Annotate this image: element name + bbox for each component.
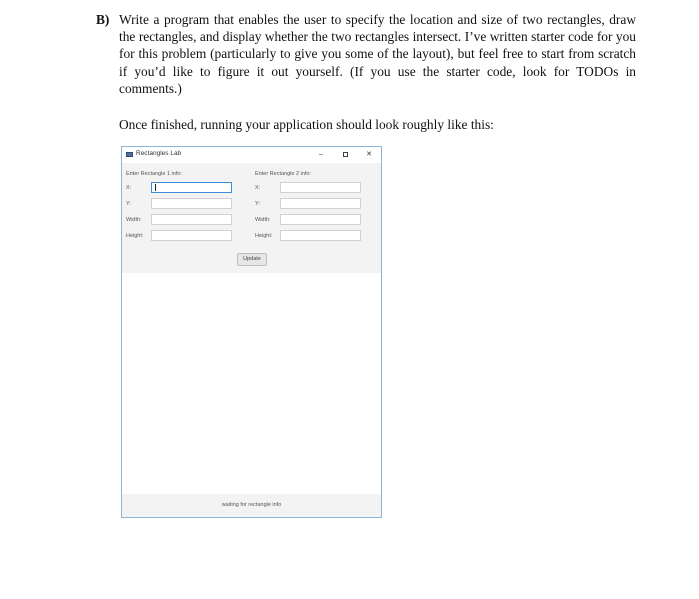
maximize-icon[interactable] — [338, 149, 352, 160]
drawing-canvas — [122, 273, 381, 494]
rect1-x-label: X: — [126, 185, 132, 191]
rect2-height-input[interactable] — [280, 230, 361, 241]
rect1-height-input[interactable] — [151, 230, 232, 241]
minimize-icon[interactable]: – — [319, 151, 323, 158]
rect2-y-label: Y: — [255, 201, 260, 207]
rect1-x-input[interactable] — [151, 182, 232, 193]
rect1-y-input[interactable] — [151, 198, 232, 209]
rect2-x-label: X: — [255, 185, 261, 191]
rect1-title: Enter Rectangle 1 info: — [126, 171, 182, 177]
rect2-x-input[interactable] — [280, 182, 361, 193]
rect2-height-label: Height: — [255, 233, 273, 239]
rect1-height-label: Height: — [126, 233, 144, 239]
once-finished-text: Once finished, running your application should look roughly like this: — [119, 117, 494, 132]
problem-label: B) — [96, 12, 110, 27]
rect2-title: Enter Rectangle 2 info: — [255, 171, 311, 177]
status-text: waiting for rectangle info — [221, 502, 282, 508]
app-icon — [126, 152, 133, 157]
input-panel — [122, 163, 381, 273]
update-button[interactable]: Update — [237, 253, 267, 266]
rect2-width-input[interactable] — [280, 214, 361, 225]
app-window-screenshot — [121, 146, 382, 518]
window-title: Rectangles Lab — [136, 150, 182, 157]
close-icon[interactable]: ✕ — [366, 151, 372, 158]
problem-text: Write a program that enables the user to specify the location and size of two rectangles, draw the rectangles, and display whether the two rectangles intersect. I’ve written starter code for you for this problem (particularly to give you some of the layout), but feel free to start from scratch if you’d like to figure it out yourself. (If you use the starter code, look for TODOs in comments.) — [119, 12, 636, 96]
rect2-y-input[interactable] — [280, 198, 361, 209]
rect1-width-input[interactable] — [151, 214, 232, 225]
text-caret — [155, 184, 156, 191]
rect1-y-label: Y: — [126, 201, 131, 207]
problem-statement — [96, 11, 636, 97]
status-bar — [122, 494, 381, 517]
rect1-width-label: Width: — [126, 217, 142, 223]
window-titlebar — [122, 147, 381, 163]
rect2-width-label: Width: — [255, 217, 271, 223]
